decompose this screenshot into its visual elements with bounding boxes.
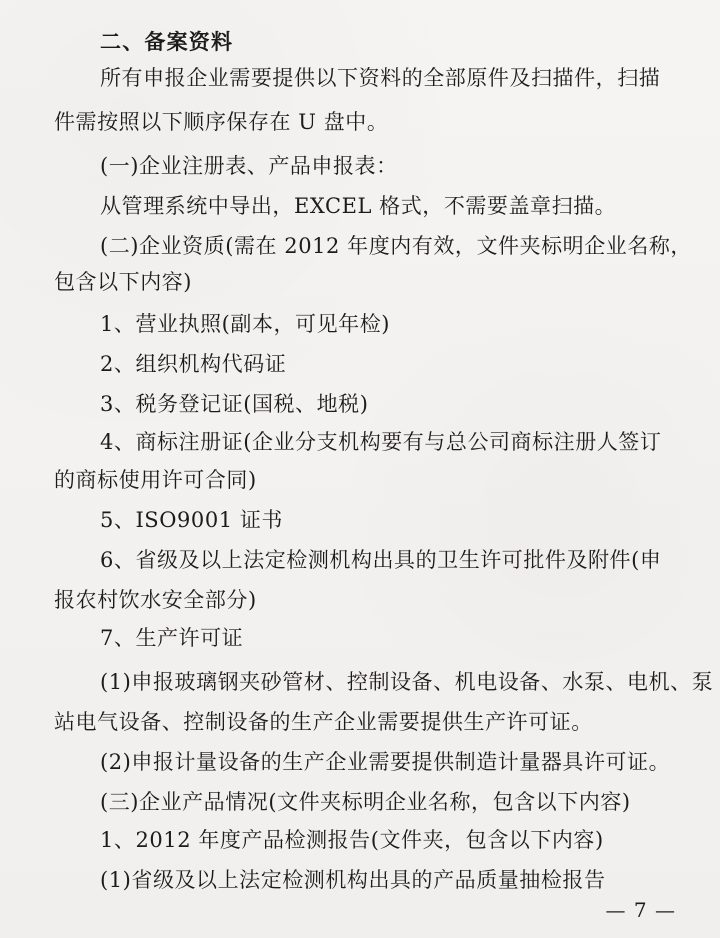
show-through-mark xyxy=(520,108,660,126)
text-line: 从管理系统中导出，EXCEL 格式，不需要盖章扫描。 xyxy=(100,194,617,218)
text-line: (1)申报玻璃钢夹砂管材、控制设备、机电设备、水泵、电机、泵 xyxy=(100,670,714,694)
text-line: 的商标使用许可合同) xyxy=(54,468,257,492)
text-line: (1)省级及以上法定检测机构出具的产品质量抽检报告 xyxy=(100,868,606,892)
text-line: 报农村饮水安全部分) xyxy=(54,588,257,612)
text-line: 所有申报企业需要提供以下资料的全部原件及扫描件，扫描 xyxy=(100,66,661,90)
text-line: 7、生产许可证 xyxy=(100,626,244,650)
text-line: 站电气设备、控制设备的生产企业需要提供生产许可证。 xyxy=(54,710,593,734)
text-line: 4、商标注册证(企业分支机构要有与总公司商标注册人签订 xyxy=(100,430,662,454)
text-line: (二)企业资质(需在 2012 年度内有效，文件夹标明企业名称， xyxy=(100,234,692,258)
text-line: 件需按照以下顺序保存在 U 盘中。 xyxy=(54,110,389,134)
text-line: 1、营业执照(副本，可见年检) xyxy=(100,312,390,336)
text-line: 1、2012 年度产品检测报告(文件夹，包含以下内容) xyxy=(100,828,604,852)
text-line: (三)企业产品情况(文件夹标明企业名称，包含以下内容) xyxy=(100,790,631,814)
text-line: 6、省级及以上法定检测机构出具的卫生许可批件及附件(申 xyxy=(100,548,662,572)
page-number: — 7 — xyxy=(605,898,676,922)
text-line: 2、组织机构代码证 xyxy=(100,352,287,376)
text-line: (一)企业注册表、产品申报表： xyxy=(100,154,398,178)
text-line: 5、ISO9001 证书 xyxy=(100,508,283,532)
show-through-mark xyxy=(520,28,680,46)
text-line: 包含以下内容) xyxy=(54,270,193,294)
text-line: 3、税务登记证(国税、地税) xyxy=(100,392,369,416)
section-heading: 二、备案资料 xyxy=(100,30,234,54)
text-line: (2)申报计量设备的生产企业需要提供制造计量器具许可证。 xyxy=(100,750,671,774)
